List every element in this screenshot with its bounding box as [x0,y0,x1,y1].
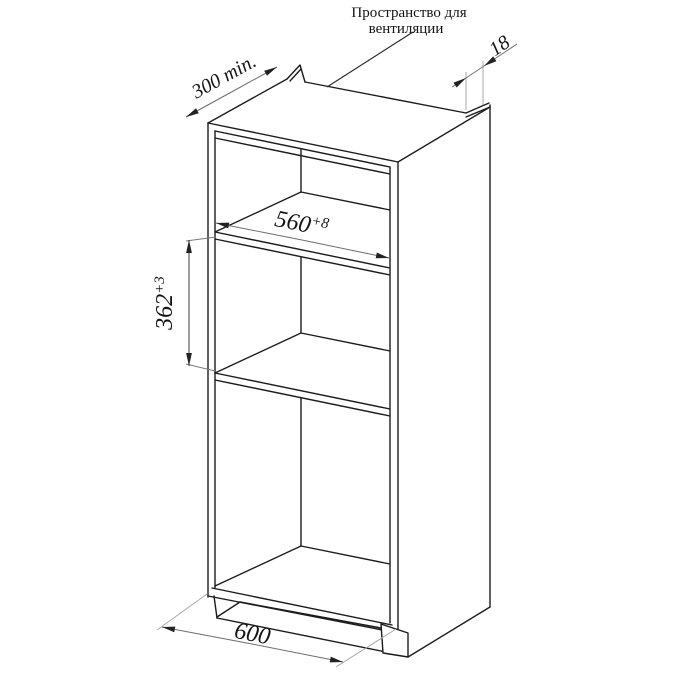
ventilation-label-line2: вентиляции [368,21,444,37]
dimension-depth-value: 300 min. [188,50,261,104]
dimension-thickness-value: 18 [485,31,515,61]
ventilation-label-line1: Пространство для [351,5,467,21]
dimension-overall-width-value: 600 [232,617,273,651]
niche-width-number: 560 [272,206,313,239]
niche-height-number: 362 [152,293,178,330]
niche-height-tolerance: +3 [152,276,168,294]
niche-width-tolerance: +8 [309,213,331,233]
